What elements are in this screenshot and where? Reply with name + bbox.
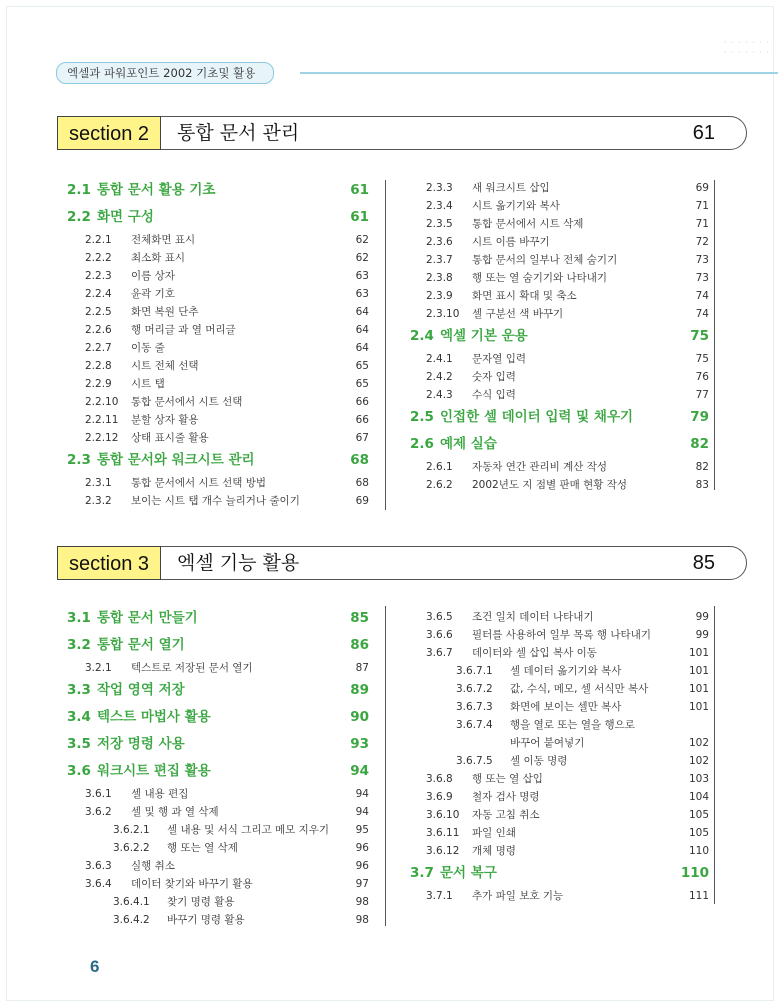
- toc-entry-number: 2.2.6: [85, 324, 112, 336]
- toc-entry-number: 2.2.1: [85, 234, 112, 246]
- toc-entry-number: 2.2.4: [85, 288, 112, 300]
- toc-entry[interactable]: [410, 323, 709, 350]
- toc-entry[interactable]: [410, 626, 709, 644]
- toc-entry[interactable]: [410, 644, 709, 662]
- toc-entry[interactable]: [67, 857, 369, 875]
- toc-entry[interactable]: [67, 492, 369, 510]
- section-page-number: 61: [692, 122, 715, 144]
- toc-entry-title: 엑셀 기본 운용: [440, 328, 528, 344]
- toc-entry-number: 3.2.1: [85, 662, 112, 674]
- toc-entry-number: 2.3.9: [426, 290, 453, 302]
- toc-entry-number: 3.6.7: [426, 647, 453, 659]
- toc-entry-page: 75: [690, 328, 709, 344]
- column-divider: [714, 606, 715, 904]
- toc-entry-number: 3.6.7.3: [456, 701, 493, 713]
- toc-entry[interactable]: [67, 821, 369, 839]
- toc-entry-number: 3.6.12: [426, 845, 460, 857]
- toc-entry-page: 77: [695, 389, 709, 401]
- toc-entry-title: 텍스트로 저장된 문서 열기: [131, 662, 253, 674]
- toc-entry-number: 2.2: [67, 209, 91, 225]
- toc-entry-title: 통합 문서 활용 기초: [97, 182, 216, 198]
- toc-entry[interactable]: [67, 447, 369, 474]
- toc-entry-title: 화면 구성: [97, 209, 154, 225]
- toc-entry-page: 65: [355, 360, 369, 372]
- toc-entry-number: 3.6.2: [85, 806, 112, 818]
- toc-entry-number: 3.2: [67, 637, 91, 653]
- toc-entry-number: 3.6: [67, 763, 91, 779]
- toc-entry-number: 2.6: [410, 436, 434, 452]
- toc-entry-page: 79: [690, 409, 709, 425]
- toc-entry-page: 82: [690, 436, 709, 452]
- toc-entry-number: 3.5: [67, 736, 91, 752]
- toc-entry-page: 64: [355, 342, 369, 354]
- toc-entry-title: 2002년도 지 점별 판매 현황 작성: [472, 479, 627, 491]
- toc-entry-number: 3.6.7.5: [456, 755, 493, 767]
- toc-entry-title: 조건 일치 데이터 나타내기: [472, 611, 594, 623]
- toc-entry-number: 3.7: [410, 865, 434, 881]
- toc-entry-title: 셀 구분선 색 바꾸기: [472, 308, 564, 320]
- toc-entry-title: 저장 명령 사용: [97, 736, 185, 752]
- toc-entry[interactable]: [410, 842, 709, 860]
- toc-entry-number: 3.7.1: [426, 890, 453, 902]
- toc-entry-page: 102: [688, 755, 709, 767]
- toc-entry[interactable]: [67, 893, 369, 911]
- toc-entry[interactable]: [67, 321, 369, 339]
- toc-entry-title: 실행 취소: [131, 860, 175, 872]
- toc-entry[interactable]: [67, 911, 369, 929]
- toc-entry-title: 셀 및 행 과 열 삭제: [131, 806, 219, 818]
- toc-entry-page: 69: [355, 495, 369, 507]
- toc-column-left: [67, 177, 369, 510]
- toc-entry-number: 2.3.2: [85, 495, 112, 507]
- toc-entry[interactable]: [67, 303, 369, 321]
- toc-entry-title: 파일 인쇄: [472, 827, 516, 839]
- toc-entry[interactable]: [67, 803, 369, 821]
- toc-entry[interactable]: [67, 393, 369, 411]
- toc-entry[interactable]: [67, 411, 369, 429]
- toc-entry-number: 2.2.3: [85, 270, 112, 282]
- toc-entry-number: 2.2.9: [85, 378, 112, 390]
- toc-entry-number: 2.3.10: [426, 308, 460, 320]
- toc-entry-title: 최소화 표시: [131, 252, 186, 264]
- toc-entry-page: 71: [695, 200, 709, 212]
- toc-column-left: [67, 605, 369, 929]
- toc-entry-title: 시트 옮기기와 복사: [472, 200, 560, 212]
- toc-entry-number: 3.6.2.2: [113, 842, 150, 854]
- toc-entry[interactable]: [410, 404, 709, 431]
- toc-entry-page: 83: [695, 479, 709, 491]
- toc-entry-page: 110: [680, 865, 709, 881]
- toc-entry-page: 94: [355, 806, 369, 818]
- toc-entry[interactable]: [410, 386, 709, 404]
- page-number: 6: [90, 957, 100, 976]
- toc-entry-number: 3.6.3: [85, 860, 112, 872]
- toc-entry-page: 99: [695, 629, 709, 641]
- toc-entry-page: 94: [350, 763, 369, 779]
- toc-entry-number: 2.4.2: [426, 371, 453, 383]
- toc-entry[interactable]: [410, 788, 709, 806]
- toc-entry-number: 2.4.3: [426, 389, 453, 401]
- toc-entry[interactable]: [410, 476, 709, 494]
- toc-entry-number: 2.3.6: [426, 236, 453, 248]
- header-rule: [300, 72, 778, 74]
- toc-entry-title: 자동차 연간 관리비 계산 작성: [472, 461, 608, 473]
- toc-entry-title: 문자열 입력: [472, 353, 527, 365]
- toc-entry-title: 통합 문서에서 시트 선택: [131, 396, 243, 408]
- toc-entry-page: 98: [355, 914, 369, 926]
- toc-entry-number: 3.6.7.4: [456, 719, 493, 731]
- toc-entry-title: 통합 문서에서 시트 삭제: [472, 218, 584, 230]
- toc-entry-title: 자동 고침 취소: [472, 809, 540, 821]
- toc-entry-title: 전체화면 표시: [131, 234, 196, 246]
- toc-entry-number: 2.5: [410, 409, 434, 425]
- toc-entry-page: 63: [355, 288, 369, 300]
- toc-column-right: [410, 179, 709, 494]
- toc-entry[interactable]: [410, 233, 709, 251]
- toc-entry-title: 시트 탭: [131, 378, 165, 390]
- toc-entry[interactable]: [67, 267, 369, 285]
- toc-entry-title: 행 머리글 과 열 머리글: [131, 324, 236, 336]
- toc-entry-title: 숫자 입력: [472, 371, 516, 383]
- toc-entry[interactable]: [67, 677, 369, 704]
- toc-entry-title: 윤곽 기호: [131, 288, 175, 300]
- toc-entry[interactable]: [67, 605, 369, 632]
- toc-entry[interactable]: [410, 458, 709, 476]
- toc-entry-page: 62: [355, 234, 369, 246]
- toc-entry-number: 2.3.4: [426, 200, 453, 212]
- toc-entry-title: 데이터와 셀 삽입 복사 이동: [472, 647, 597, 659]
- toc-entry[interactable]: [410, 698, 709, 716]
- toc-entry-title: 철자 검사 명령: [472, 791, 540, 803]
- toc-entry-page: 65: [355, 378, 369, 390]
- toc-entry-title: 시트 전체 선택: [131, 360, 199, 372]
- toc-entry[interactable]: [410, 887, 709, 905]
- toc-entry-number: 3.6.10: [426, 809, 460, 821]
- toc-entry-title: 통합 문서와 워크시트 관리: [97, 452, 255, 468]
- toc-entry-page: 67: [355, 432, 369, 444]
- toc-entry[interactable]: [67, 758, 369, 785]
- column-divider: [385, 180, 386, 510]
- toc-entry-number: 2.3: [67, 452, 91, 468]
- toc-entry-title: 인접한 셀 데이터 입력 및 채우기: [440, 409, 634, 425]
- toc-entry[interactable]: [410, 752, 709, 770]
- toc-entry[interactable]: [67, 375, 369, 393]
- toc-entry-title: 찾기 명령 활용: [167, 896, 235, 908]
- toc-entry-title: 추가 파일 보호 기능: [472, 890, 564, 902]
- toc-entry-number: 2.1: [67, 182, 91, 198]
- toc-entry-page: 66: [355, 396, 369, 408]
- toc-entry-title: 통합 문서 열기: [97, 637, 185, 653]
- toc-entry[interactable]: [67, 204, 369, 231]
- toc-entry-page: 101: [688, 647, 709, 659]
- toc-entry-page: 74: [695, 308, 709, 320]
- toc-entry-title: 행 또는 열 삽입: [472, 773, 543, 785]
- toc-entry[interactable]: [410, 179, 709, 197]
- toc-entry-number: 2.3.8: [426, 272, 453, 284]
- toc-entry-number: 2.3.1: [85, 477, 112, 489]
- toc-entry[interactable]: [410, 716, 709, 734]
- toc-entry-number: 3.1: [67, 610, 91, 626]
- toc-entry-page: 66: [355, 414, 369, 426]
- toc-entry-title: 셀 내용 편집: [131, 788, 189, 800]
- section-header-2: [57, 116, 747, 150]
- toc-entry-title: 작업 영역 저장: [97, 682, 185, 698]
- toc-entry[interactable]: [67, 177, 369, 204]
- toc-entry-number: 2.2.5: [85, 306, 112, 318]
- toc-entry-page: 71: [695, 218, 709, 230]
- toc-entry-title: 이름 상자: [131, 270, 175, 282]
- toc-entry[interactable]: [410, 824, 709, 842]
- toc-entry-title: 값, 수식, 메모, 셀 서식만 복사: [510, 683, 649, 695]
- toc-entry-page: 73: [695, 272, 709, 284]
- toc-entry[interactable]: [67, 704, 369, 731]
- section-title: 엑셀 기능 활용: [177, 552, 300, 574]
- toc-entry-number: 2.2.11: [85, 414, 119, 426]
- toc-entry-title: 수식 입력: [472, 389, 516, 401]
- toc-entry-page: 93: [350, 736, 369, 752]
- toc-entry-number: 3.6.8: [426, 773, 453, 785]
- toc-entry-page: 76: [695, 371, 709, 383]
- toc-entry[interactable]: [410, 350, 709, 368]
- toc-entry-page: 97: [355, 878, 369, 890]
- toc-entry-page: 68: [355, 477, 369, 489]
- toc-entry-number: 3.6.5: [426, 611, 453, 623]
- toc-entry-page: 72: [695, 236, 709, 248]
- toc-entry-number: 3.6.7.2: [456, 683, 493, 695]
- toc-entry-title: 새 워크시트 삽입: [472, 182, 550, 194]
- toc-entry[interactable]: [410, 215, 709, 233]
- toc-entry-title: 데이터 찾기와 바꾸기 활용: [131, 878, 253, 890]
- toc-entry[interactable]: [67, 731, 369, 758]
- toc-entry-title: 바꾸어 붙여넣기: [510, 737, 585, 749]
- toc-entry[interactable]: [67, 659, 369, 677]
- toc-entry-page: 99: [695, 611, 709, 623]
- toc-entry-page: 110: [688, 845, 709, 857]
- toc-entry-number: 2.4.1: [426, 353, 453, 365]
- toc-entry-title: 통합 문서의 일부나 전체 숨기기: [472, 254, 618, 266]
- toc-entry-page: 75: [695, 353, 709, 365]
- toc-entry[interactable]: [410, 197, 709, 215]
- toc-entry-title: 행 또는 열 숨기기와 나타내기: [472, 272, 608, 284]
- toc-entry-number: 3.6.4.1: [113, 896, 150, 908]
- toc-entry-page: 96: [355, 842, 369, 854]
- toc-entry-page: 86: [350, 637, 369, 653]
- toc-entry-page: 89: [350, 682, 369, 698]
- toc-entry-number: 2.2.2: [85, 252, 112, 264]
- toc-entry-page: 101: [688, 701, 709, 713]
- toc-entry[interactable]: [410, 251, 709, 269]
- toc-entry-page: 103: [688, 773, 709, 785]
- toc-entry-page: 64: [355, 306, 369, 318]
- toc-entry-page: 73: [695, 254, 709, 266]
- toc-entry-page: 62: [355, 252, 369, 264]
- toc-entry[interactable]: [67, 285, 369, 303]
- corner-dots-decoration: · · · · · · · · · · · · · ·: [723, 38, 770, 57]
- toc-entry[interactable]: [67, 839, 369, 857]
- toc-entry[interactable]: [67, 249, 369, 267]
- toc-entry-title: 시트 이름 바꾸기: [472, 236, 550, 248]
- toc-entry-number: 3.6.4.2: [113, 914, 150, 926]
- toc-entry[interactable]: [410, 608, 709, 626]
- toc-entry-title: 화면 복원 단추: [131, 306, 199, 318]
- toc-entry-number: 3.6.7.1: [456, 665, 493, 677]
- toc-entry[interactable]: [67, 339, 369, 357]
- toc-entry-title: 셀 이동 명령: [510, 755, 568, 767]
- toc-entry[interactable]: [410, 305, 709, 323]
- toc-entry-number: 3.6.11: [426, 827, 460, 839]
- toc-entry[interactable]: [410, 860, 709, 887]
- toc-entry[interactable]: [67, 357, 369, 375]
- toc-entry-title: 이동 줄: [131, 342, 165, 354]
- toc-entry-title: 셀 내용 및 서식 그리고 메모 지우기: [167, 824, 330, 836]
- toc-entry-title: 상태 표시줄 활용: [131, 432, 209, 444]
- toc-entry-title: 통합 문서 만들기: [97, 610, 198, 626]
- toc-entry-number: 2.6.1: [426, 461, 453, 473]
- toc-entry[interactable]: [410, 287, 709, 305]
- toc-entry[interactable]: [67, 231, 369, 249]
- toc-entry-page: 96: [355, 860, 369, 872]
- toc-entry-page: 64: [355, 324, 369, 336]
- toc-entry-number: 2.4: [410, 328, 434, 344]
- toc-entry-page: 98: [355, 896, 369, 908]
- toc-entry-page: 61: [350, 209, 369, 225]
- toc-entry-title: 필터를 사용하여 일부 목록 행 나타내기: [472, 629, 651, 641]
- toc-entry[interactable]: [410, 734, 709, 752]
- toc-entry-page: 105: [688, 809, 709, 821]
- toc-entry-title: 통합 문서에서 시트 선택 방법: [131, 477, 267, 489]
- column-divider: [714, 180, 715, 490]
- toc-entry-title: 분할 상자 활용: [131, 414, 199, 426]
- toc-entry-number: 3.4: [67, 709, 91, 725]
- toc-entry-number: 2.2.12: [85, 432, 119, 444]
- section-title: 통합 문서 관리: [177, 122, 300, 144]
- toc-entry-page: 74: [695, 290, 709, 302]
- toc-entry[interactable]: [410, 368, 709, 386]
- toc-entry-number: 3.6.4: [85, 878, 112, 890]
- toc-entry-number: 2.3.5: [426, 218, 453, 230]
- toc-entry[interactable]: [410, 806, 709, 824]
- toc-entry-number: 3.3: [67, 682, 91, 698]
- toc-entry[interactable]: [67, 429, 369, 447]
- toc-entry-number: 2.3.3: [426, 182, 453, 194]
- toc-entry-title: 행을 열로 또는 열을 행으로: [510, 719, 635, 731]
- toc-entry-title: 텍스트 마법사 활용: [97, 709, 211, 725]
- toc-column-right: [410, 608, 709, 905]
- toc-entry-page: 68: [350, 452, 369, 468]
- toc-entry-number: 2.2.10: [85, 396, 119, 408]
- toc-entry-number: 3.6.9: [426, 791, 453, 803]
- toc-entry-page: 61: [350, 182, 369, 198]
- toc-entry-title: 화면 표시 확대 및 축소: [472, 290, 577, 302]
- toc-entry[interactable]: [410, 269, 709, 287]
- toc-entry[interactable]: [410, 770, 709, 788]
- toc-entry-page: 95: [355, 824, 369, 836]
- toc-entry[interactable]: [67, 474, 369, 492]
- toc-entry-number: 3.6.6: [426, 629, 453, 641]
- toc-entry-title: 셀 데이터 옮기기와 복사: [510, 665, 622, 677]
- toc-entry-page: 82: [695, 461, 709, 473]
- section-label: section 2: [57, 116, 161, 150]
- section-page-number: 85: [692, 552, 715, 574]
- toc-entry-number: 3.6.1: [85, 788, 112, 800]
- toc-entry-page: 63: [355, 270, 369, 282]
- toc-entry-page: 87: [355, 662, 369, 674]
- toc-entry[interactable]: [410, 431, 709, 458]
- section-label: section 3: [57, 546, 161, 580]
- toc-entry-page: 85: [350, 610, 369, 626]
- toc-entry-title: 워크시트 편집 활용: [97, 763, 211, 779]
- toc-entry[interactable]: [67, 875, 369, 893]
- toc-entry-title: 보이는 시트 탭 개수 늘리거나 줄이기: [131, 495, 300, 507]
- toc-entry-page: 69: [695, 182, 709, 194]
- toc-entry-title: 개체 명령: [472, 845, 516, 857]
- toc-entry-number: 2.6.2: [426, 479, 453, 491]
- column-divider: [385, 606, 386, 926]
- toc-entry-number: 2.3.7: [426, 254, 453, 266]
- section-header-3: [57, 546, 747, 580]
- toc-entry-number: 2.2.8: [85, 360, 112, 372]
- toc-entry[interactable]: [67, 785, 369, 803]
- toc-entry-page: 101: [688, 665, 709, 677]
- toc-entry[interactable]: [410, 680, 709, 698]
- toc-entry-title: 행 또는 열 삭제: [167, 842, 238, 854]
- toc-entry-title: 바꾸기 명령 활용: [167, 914, 245, 926]
- toc-entry[interactable]: [67, 632, 369, 659]
- book-title-header: 엑셀과 파워포인트 2002 기초및 활용: [56, 62, 274, 84]
- toc-entry-number: 2.2.7: [85, 342, 112, 354]
- toc-entry-page: 105: [688, 827, 709, 839]
- toc-entry[interactable]: [410, 662, 709, 680]
- toc-entry-title: 예제 실습: [440, 436, 497, 452]
- toc-entry-page: 90: [350, 709, 369, 725]
- toc-entry-page: 111: [688, 890, 709, 902]
- toc-entry-title: 문서 복구: [440, 865, 497, 881]
- toc-entry-page: 94: [355, 788, 369, 800]
- toc-entry-page: 102: [688, 737, 709, 749]
- toc-entry-page: 104: [688, 791, 709, 803]
- toc-entry-number: 3.6.2.1: [113, 824, 150, 836]
- toc-entry-title: 화면에 보이는 셀만 복사: [510, 701, 622, 713]
- toc-entry-page: 101: [688, 683, 709, 695]
